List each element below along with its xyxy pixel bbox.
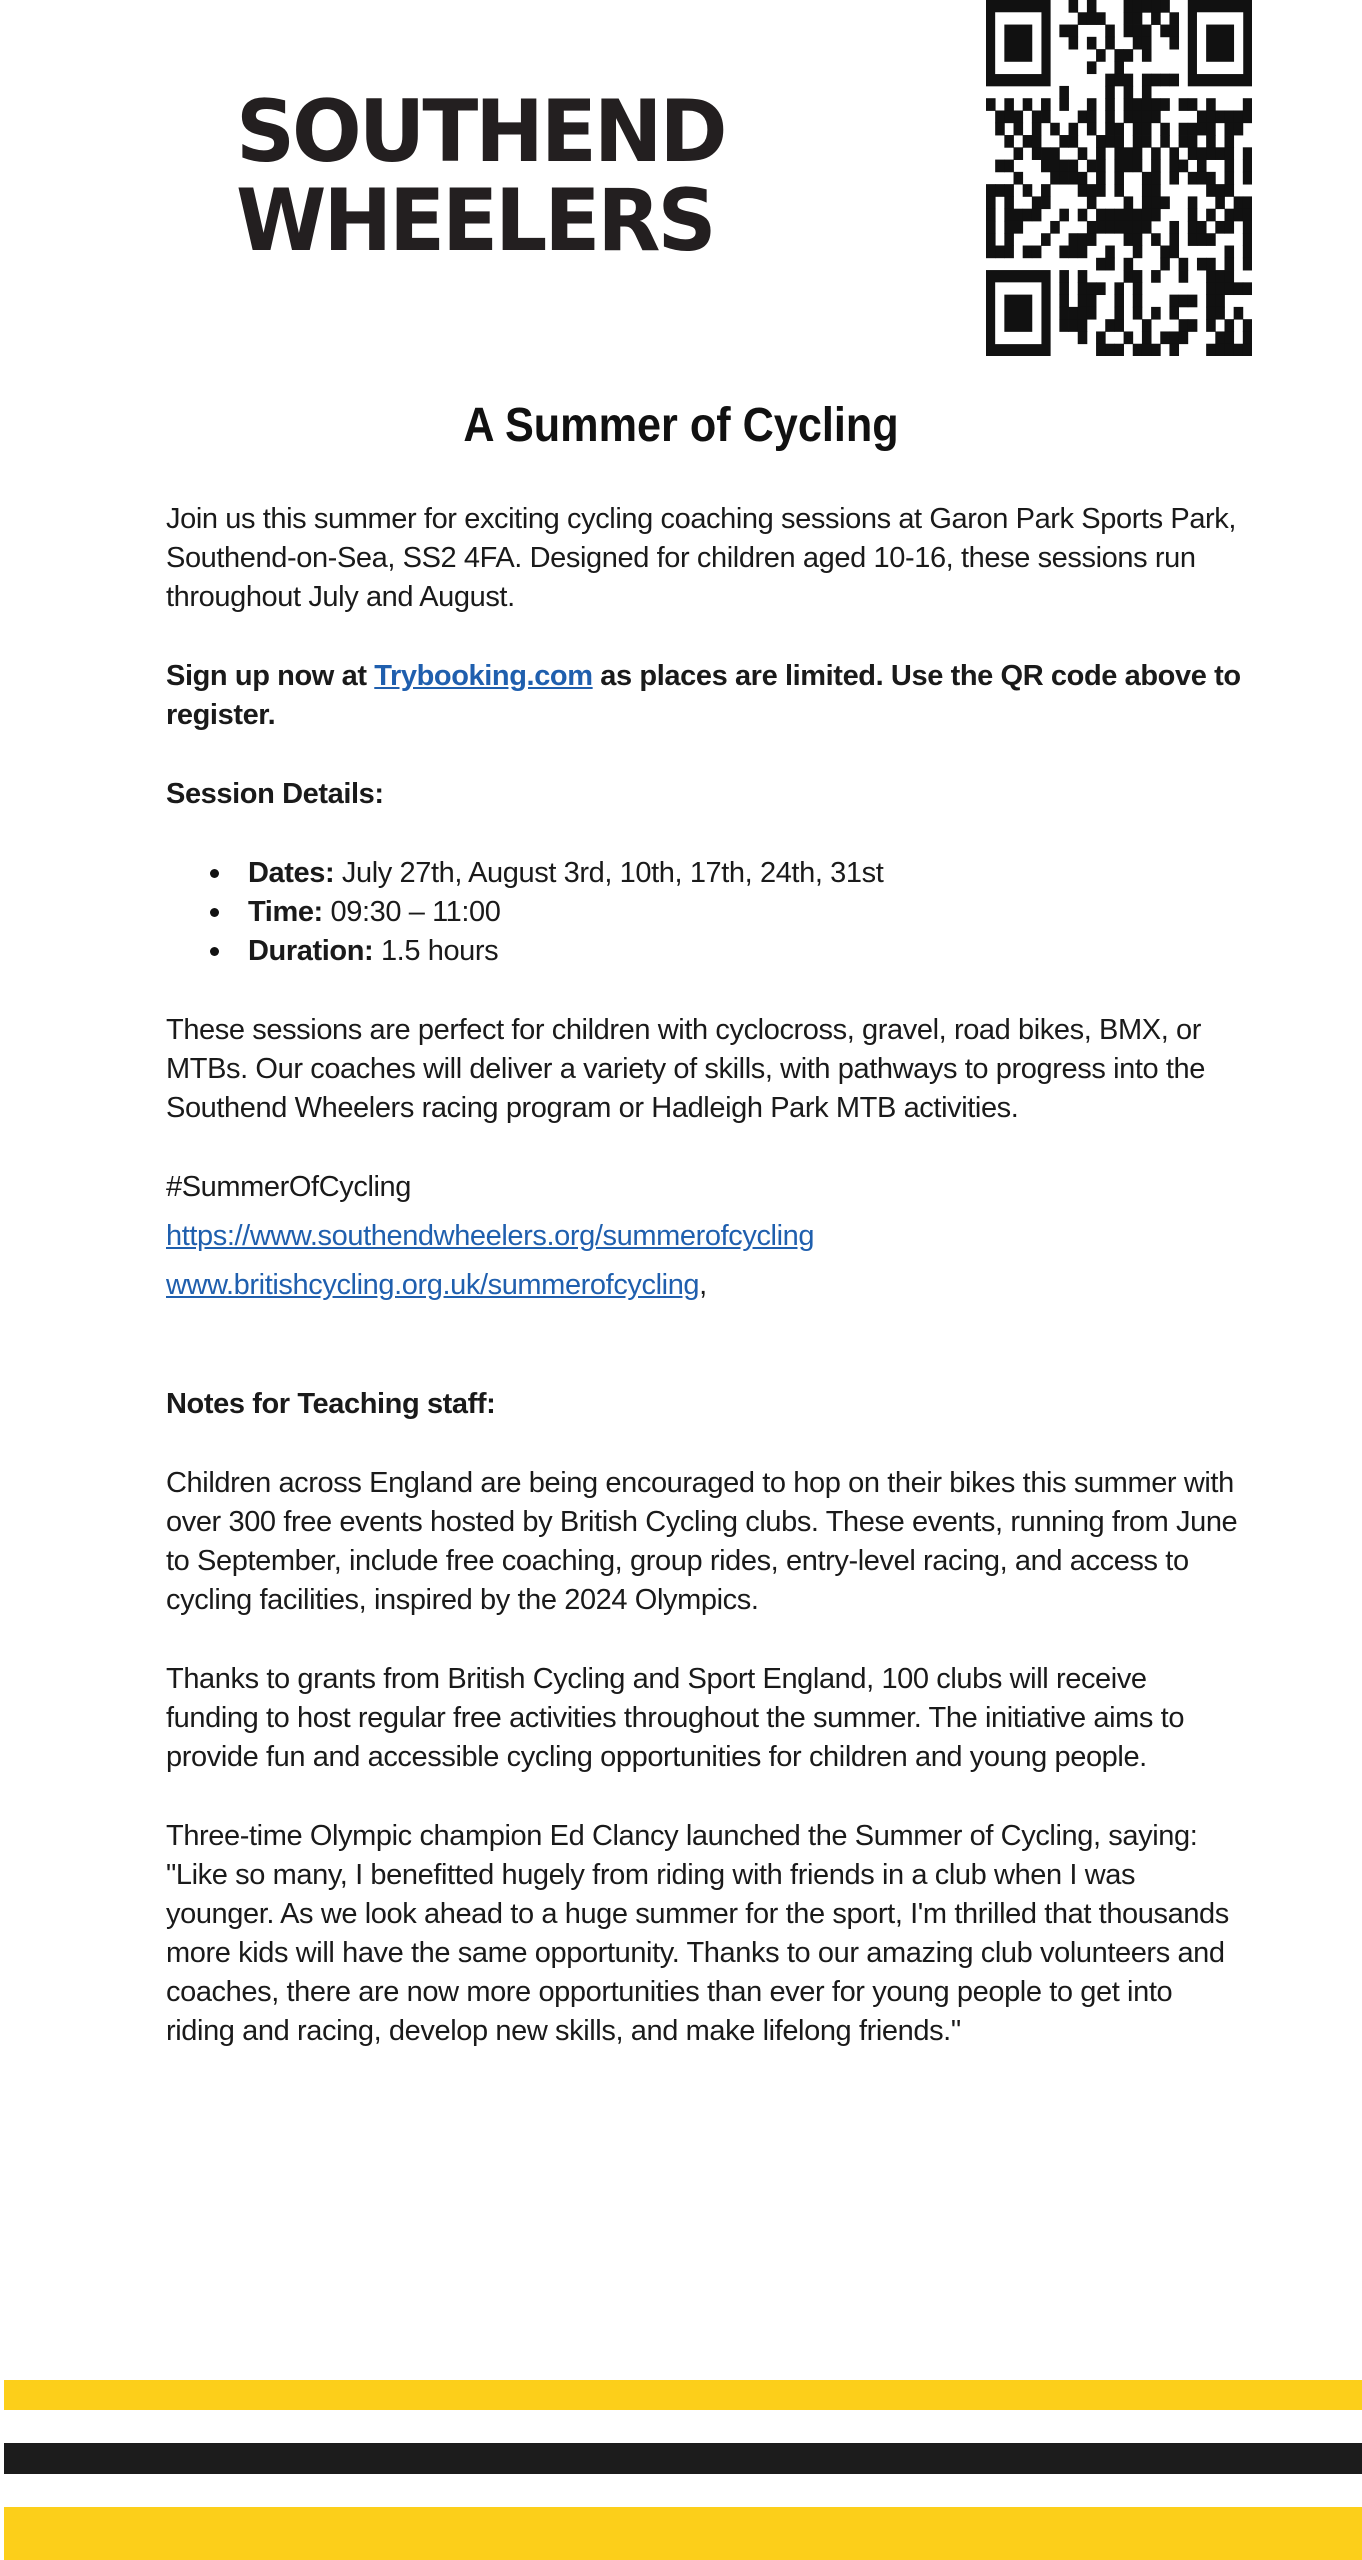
sessions-paragraph: These sessions are perfect for children with cyclocross, gravel, road bikes, BMX, or MTBs. Our coaches will deliver a variety of skills, with pathways to progress into the Southend Wheelers racing program or Hadleigh Park MTB activities. [166, 1014, 1206, 1124]
signup-paragraph [166, 657, 1246, 735]
notes-paragraph-1: Children across England are being encouraged to hop on their bikes this summer with over 300 free events hosted by British Cycling clubs. These events, running from June to September, include free coaching, group rides, entry-level racing, and access to cycling facilities, inspired by the 2024 Olympics. [166, 1467, 1238, 1616]
notes-heading: Notes for Teaching staff: [166, 1388, 496, 1420]
page-title: A Summer of Cycling [463, 399, 899, 452]
intro-paragraph: Join us this summer for exciting cycling coaching sessions at Garon Park Sports Park, Southend-on-Sea, SS2 4FA. Designed for children aged 10-16, these sessions run throughout July and August. [166, 503, 1237, 613]
southendwheelers-link[interactable]: https://www.southendwheelers.org/summerofcycling [166, 1220, 815, 1252]
duration-value: 1.5 hours [373, 935, 499, 967]
signup-prefix: Sign up now at [166, 660, 375, 692]
southend-wheelers-logo [236, 82, 725, 272]
document-body [166, 500, 1246, 2091]
logo-line-1: SOUTHEND [236, 82, 725, 182]
notes-paragraph-3: Three-time Olympic champion Ed Clancy launched the Summer of Cycling, saying: "Like so many, I benefitted hugely from riding with friends in a club when I was younger. As we look ahead to a huge summer for the sport, I'm thrilled that thousands more kids will have the same opportunity. Thanks to our amazing club volunteers and coaches, there are now more opportunities than ever for young people to get into riding and racing, develop new skills, and make lifelong friends." [166, 1820, 1229, 2047]
dates-label: Dates: [248, 857, 335, 889]
dates-value: July 27th, August 3rd, 10th, 17th, 24th, 31st [334, 857, 884, 889]
hashtag: #SummerOfCycling [166, 1171, 411, 1203]
time-value: 09:30 – 11:00 [322, 896, 501, 928]
logo-line-2: WHEELERS [236, 172, 714, 272]
session-details-heading: Session Details: [166, 778, 384, 810]
signup-suffix: as places are limited. Use the QR code above to register. [166, 660, 1241, 731]
list-item [248, 932, 1246, 971]
qr-code-icon[interactable] [986, 0, 1252, 356]
list-item [248, 893, 1246, 932]
footer-stripe-yellow-top [4, 2380, 1362, 2410]
notes-paragraph-2: Thanks to grants from British Cycling and Sport England, 100 clubs will receive funding to host regular free activities throughout the summer. The initiative aims to provide fun and accessible cycling opportunities for children and young people. [166, 1663, 1185, 1773]
time-label: Time: [248, 896, 323, 928]
session-details-list [166, 854, 1246, 971]
trybooking-link[interactable]: Trybooking.com [374, 660, 593, 692]
duration-label: Duration: [248, 935, 374, 967]
link-comma: , [699, 1269, 707, 1301]
britishcycling-link[interactable]: www.britishcycling.org.uk/summerofcycling [166, 1269, 700, 1301]
footer-stripe-black [4, 2443, 1362, 2474]
links-block [166, 1217, 1246, 1305]
footer-stripe-yellow-bottom [4, 2507, 1362, 2560]
list-item [248, 854, 1246, 893]
